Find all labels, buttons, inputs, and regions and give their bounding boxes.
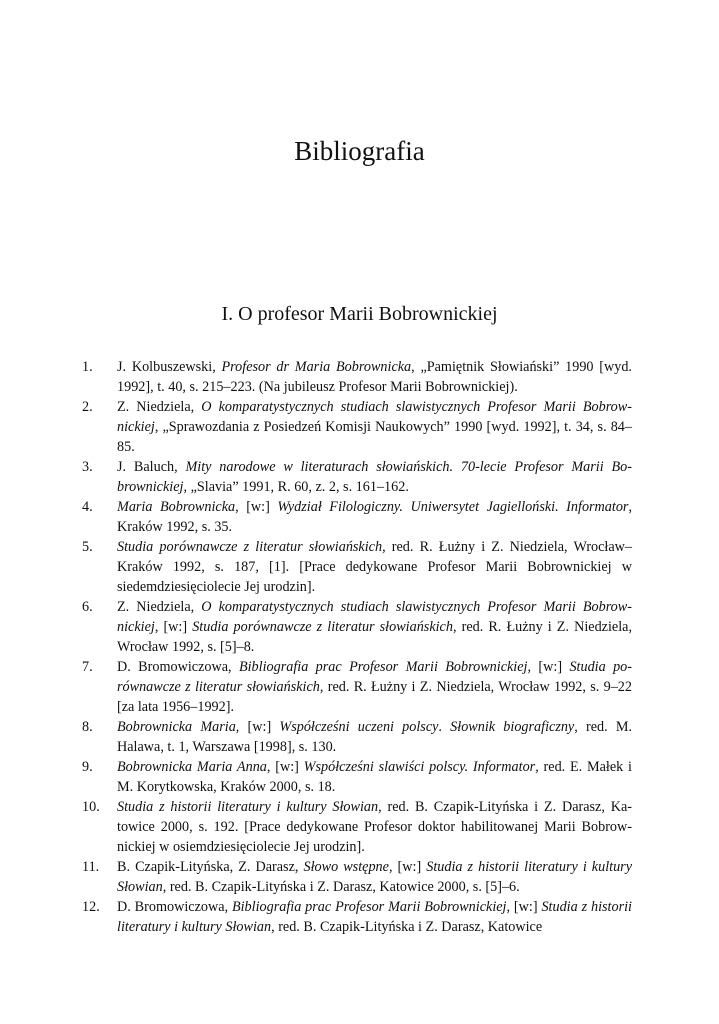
entry-text-segment: , red. B. Czapik-Lityńska i Z. Darasz, Katowice 2000, s. [5]–6. [162,879,520,895]
entry-number: 1. [82,359,93,375]
entry-title-italic: Bibliografia prac Profesor Marii Bobrownickiej [238,659,528,675]
entry-text [117,357,632,397]
entry-text [117,897,632,937]
entry-title-italic: Studia porównawcze z literatur słowiańskich [117,539,383,555]
entry-number: 3. [82,459,93,475]
entry-text [117,717,632,757]
bibliography-entry [82,717,632,757]
entry-title-italic: Wydział Filologiczny. Uniwersytet Jagielloński. Informator [277,499,629,515]
entry-title-italic: Bobrownicka Maria [117,719,236,735]
entry-title-italic: Współcześni uczeni polscy [279,719,439,735]
entry-text-segment: Z. Niedziela, [117,399,202,415]
entry-text [117,597,632,657]
entry-text-segment: B. Czapik-Lityńska, Z. Darasz, [117,859,304,875]
entry-title-italic: Mity narodowe w literaturach słowiańskich. 70-lecie Profesor Marii Bobrownickiej [117,459,632,495]
entry-number: 7. [82,659,93,675]
entry-title-italic: Bibliografia prac Profesor Marii Bobrownickiej [231,899,507,915]
entry-text [117,537,632,597]
entry-number: 4. [82,499,93,515]
entry-text [117,797,632,857]
entry-text-segment: J. Baluch, [117,459,186,475]
entry-title-italic: Studia z historii literatury i kultury Słowian [117,899,632,935]
bibliography-entry [82,497,632,537]
bibliography-entry [82,657,632,717]
entry-text-segment: . [438,719,451,735]
entry-title-italic: O komparatystycznych studiach slawistycznych Profesor Marii Bobrownickiej [117,599,632,635]
entry-title-italic: Studia z historii literatury i kultury Słowian [117,799,379,815]
entry-text-segment: , [w:] [235,719,280,735]
entry-text [117,757,632,797]
page-title: Bibliografia [294,136,425,166]
entry-title-italic: Studia z historii literatury i kultury Słowian [117,859,632,895]
entry-number: 10. [82,799,100,815]
bibliography-entry [82,537,632,597]
entry-number: 8. [82,719,93,735]
entry-text-segment: Z. Niedziela, [117,599,202,615]
entry-text [117,497,632,537]
entry-title-italic: Słowo wstępne [303,859,389,875]
entry-number: 2. [82,399,93,415]
entry-title-italic: Studia porównawcze z literatur słowiańskich [192,619,453,635]
entry-text-segment: , red. M. Halawa, t. 1, Warszawa [1998], s. 130. [117,719,633,755]
entry-text-segment: , red. R. Łużny i Z. Niedziela, Wrocław 1992, s. 9–22 [za lata 1956–1992]. [117,679,632,715]
bibliography-entry [82,897,632,937]
entry-text-segment: , „Slavia” 1991, R. 60, z. 2, s. 161–162. [183,479,409,495]
entry-text-segment: , [w:] [388,859,427,875]
entry-title-italic: O komparatystycznych studiach slawistycznych Profesor Marii Bobrownickiej [117,399,632,435]
entry-text-segment: , red. R. Łużny i Z. Niedziela, Wrocław–Kraków 1992, s. 187, [1]. [Prace dedykowane Profesor Marii Bobrownickiej w siedemdziesięciolecie Jej urodzin]. [117,539,633,595]
bibliography-entry [82,457,632,497]
entry-title-italic: Studia porównawcze z literatur słowiańskich [117,659,632,695]
entry-title-italic: Maria Bobrownicka [117,499,236,515]
entry-number: 5. [82,539,93,555]
entry-title-italic: Słownik biograficzny [450,719,575,735]
entry-text-segment: , [w:] [527,659,570,675]
entry-number: 9. [82,759,93,775]
entry-text-segment: J. Kolbuszewski, [117,359,222,375]
entry-text-segment: , „Pamiętnik Słowiański” 1990 [wyd. 1992], t. 40, s. 215–223. (Na jubileusz Profesor Marii Bobrownickiej). [117,359,632,395]
entry-text-segment: , red. R. Łużny i Z. Niedziela, Wrocław 1992, s. [5]–8. [117,619,633,655]
entry-number: 12. [82,899,100,915]
bibliography-entry [82,397,632,457]
entry-text-segment: , [w:] [154,619,193,635]
entry-text-segment: , red. B. Czapik-Lityńska i Z. Darasz, Katowice 2000, s. 192. [Prace dedykowane Profesor doktor habilitowanej Marii Bobrownickiej w osiemdziesięciolecie Jej urodzin]. [117,799,632,855]
entry-text-segment: , [w:] [266,759,304,775]
entry-text [117,457,632,497]
bibliography-entry [82,797,632,857]
entry-text [117,657,632,717]
bibliography-entry [82,857,632,897]
entry-text-segment: , red. E. Małek i M. Korytkowska, Kraków 2000, s. 18. [117,759,632,795]
bibliography-entry [82,357,632,397]
entry-title-italic: Profesor dr Maria Bobrownicka [221,359,412,375]
entry-text-segment: , [w:] [506,899,542,915]
entry-title-italic: Współcześni slawiści polscy. Informator [303,759,536,775]
entry-text [117,397,632,457]
entry-title-italic: Bobrownicka Maria Anna [117,759,267,775]
entry-text [117,857,632,897]
entry-text-segment: D. Bromowiczowa, [117,659,239,675]
entry-text-segment: , red. B. Czapik-Lityńska i Z. Darasz, Katowice [271,919,543,935]
entry-text-segment: D. Bromowiczowa, [117,899,232,915]
section-heading: I. O profesor Marii Bobrownickiej [221,303,498,325]
entry-number: 6. [82,599,93,615]
bibliography-entry [82,757,632,797]
entry-number: 11. [82,859,100,875]
bibliography-entry [82,597,632,657]
entry-text-segment: , „Sprawozdania z Posiedzeń Komisji Naukowych” 1990 [wyd. 1992], t. 34, s. 84–85. [117,419,632,455]
bibliography-list [82,357,632,937]
entry-text-segment: , [w:] [235,499,278,515]
entry-text-segment: , Kraków 1992, s. 35. [117,499,633,535]
